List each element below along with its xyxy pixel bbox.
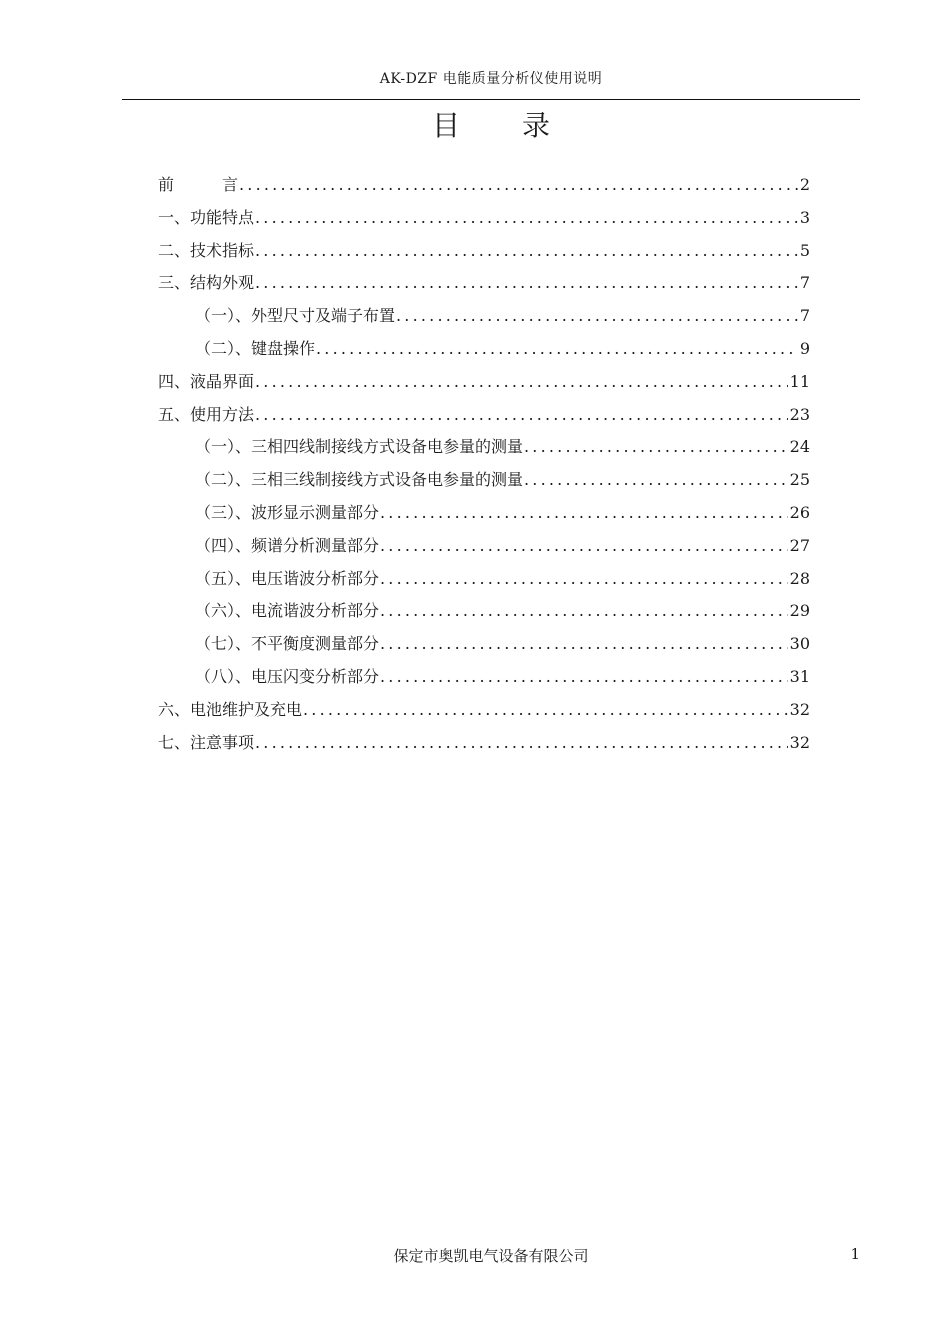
toc-entry-page: 29 — [789, 601, 810, 621]
toc-entry-page: 28 — [789, 568, 810, 588]
toc-entry-label: 二、技术指标 — [158, 240, 255, 260]
toc-entry-page: 23 — [789, 404, 810, 424]
toc-title-char-2: 录 — [522, 109, 551, 142]
toc-entry-label: 三、结构外观 — [158, 273, 255, 293]
header-divider — [122, 99, 860, 100]
page-header-title: AK-DZF 电能质量分析仪使用说明 — [379, 71, 603, 87]
toc-entry-three-phase-four-wire[interactable] — [158, 433, 810, 466]
toc-entry-label: 六、电池维护及充电 — [158, 699, 303, 719]
toc-entry-page: 32 — [789, 732, 810, 752]
toc-entry-precautions[interactable] — [158, 729, 810, 762]
toc-entry-label: 一、功能特点 — [158, 207, 255, 227]
toc-entry-page: 3 — [799, 207, 810, 227]
toc-leader-dots — [255, 237, 798, 265]
toc-entry-label: 七、注意事项 — [158, 732, 255, 752]
toc-entry-label: （二）、三相三线制接线方式设备电参量的测量 — [195, 470, 524, 490]
toc-entry-page: 9 — [799, 338, 810, 358]
toc-leader-dots — [255, 729, 788, 757]
toc-leader-dots — [380, 597, 788, 625]
toc-entry-label: （五）、电压谐波分析部分 — [195, 568, 380, 588]
toc-leader-dots — [255, 204, 798, 232]
toc-entry-label: （六）、电流谐波分析部分 — [195, 601, 380, 621]
toc-entry-label: （八）、电压闪变分析部分 — [195, 666, 380, 686]
toc-entry-lcd[interactable] — [158, 368, 810, 401]
toc-entry-page: 31 — [789, 666, 810, 686]
toc-entry-current-harmonics[interactable] — [158, 597, 810, 630]
toc-entry-battery[interactable] — [158, 696, 810, 729]
toc-entry-dimensions[interactable] — [158, 302, 810, 335]
toc-entry-label: 四、液晶界面 — [158, 371, 255, 391]
toc-entry-page: 7 — [799, 273, 810, 293]
toc-entry-preface[interactable] — [158, 171, 810, 204]
toc-leader-dots — [255, 401, 788, 429]
toc-entry-spectrum[interactable] — [158, 532, 810, 565]
footer-company: 保定市奥凯电气设备有限公司 — [393, 1247, 589, 1265]
toc-leader-dots — [239, 171, 798, 199]
toc-entry-page: 32 — [789, 699, 810, 719]
table-of-contents — [158, 171, 810, 761]
toc-entry-page: 25 — [789, 470, 810, 490]
toc-leader-dots — [303, 696, 788, 724]
toc-entry-label: （七）、不平衡度测量部分 — [195, 634, 380, 654]
toc-entry-voltage-harmonics[interactable] — [158, 565, 810, 598]
toc-entry-label: 前 言 — [158, 175, 239, 194]
toc-entry-label: 五、使用方法 — [158, 404, 255, 424]
toc-leader-dots — [380, 663, 788, 691]
toc-entry-unbalance[interactable] — [158, 630, 810, 663]
toc-leader-dots — [380, 565, 788, 593]
toc-entry-page: 7 — [799, 306, 810, 326]
toc-entry-page: 2 — [799, 175, 810, 194]
toc-entry-specs[interactable] — [158, 237, 810, 270]
toc-leader-dots — [524, 433, 788, 461]
toc-entry-page: 30 — [789, 634, 810, 654]
toc-entry-label: （一）、三相四线制接线方式设备电参量的测量 — [195, 437, 524, 457]
toc-leader-dots — [524, 466, 788, 494]
toc-entry-page: 26 — [789, 502, 810, 522]
toc-entry-page: 5 — [799, 240, 810, 260]
toc-entry-usage[interactable] — [158, 401, 810, 434]
toc-leader-dots — [380, 499, 788, 527]
toc-entry-structure[interactable] — [158, 269, 810, 302]
toc-leader-dots — [380, 630, 788, 658]
toc-leader-dots — [255, 368, 788, 396]
toc-entry-waveform[interactable] — [158, 499, 810, 532]
toc-leader-dots — [255, 269, 798, 297]
toc-leader-dots — [396, 302, 798, 330]
toc-entry-label: （二）、键盘操作 — [195, 338, 316, 358]
toc-entry-label: （四）、频谱分析测量部分 — [195, 535, 380, 555]
toc-entry-flicker[interactable] — [158, 663, 810, 696]
toc-entry-label: （三）、波形显示测量部分 — [195, 502, 380, 522]
toc-entry-keyboard[interactable] — [158, 335, 810, 368]
toc-title — [122, 104, 860, 144]
toc-leader-dots — [316, 335, 798, 363]
footer-page-number: 1 — [850, 1245, 860, 1263]
toc-entry-three-phase-three-wire[interactable] — [158, 466, 810, 499]
toc-entry-page: 27 — [789, 535, 810, 555]
toc-entry-page: 11 — [789, 371, 810, 391]
toc-title-char-1: 目 — [431, 109, 460, 142]
toc-entry-page: 24 — [789, 437, 810, 457]
toc-entry-features[interactable] — [158, 204, 810, 237]
toc-leader-dots — [380, 532, 788, 560]
toc-entry-label: （一）、外型尺寸及端子布置 — [195, 306, 396, 326]
